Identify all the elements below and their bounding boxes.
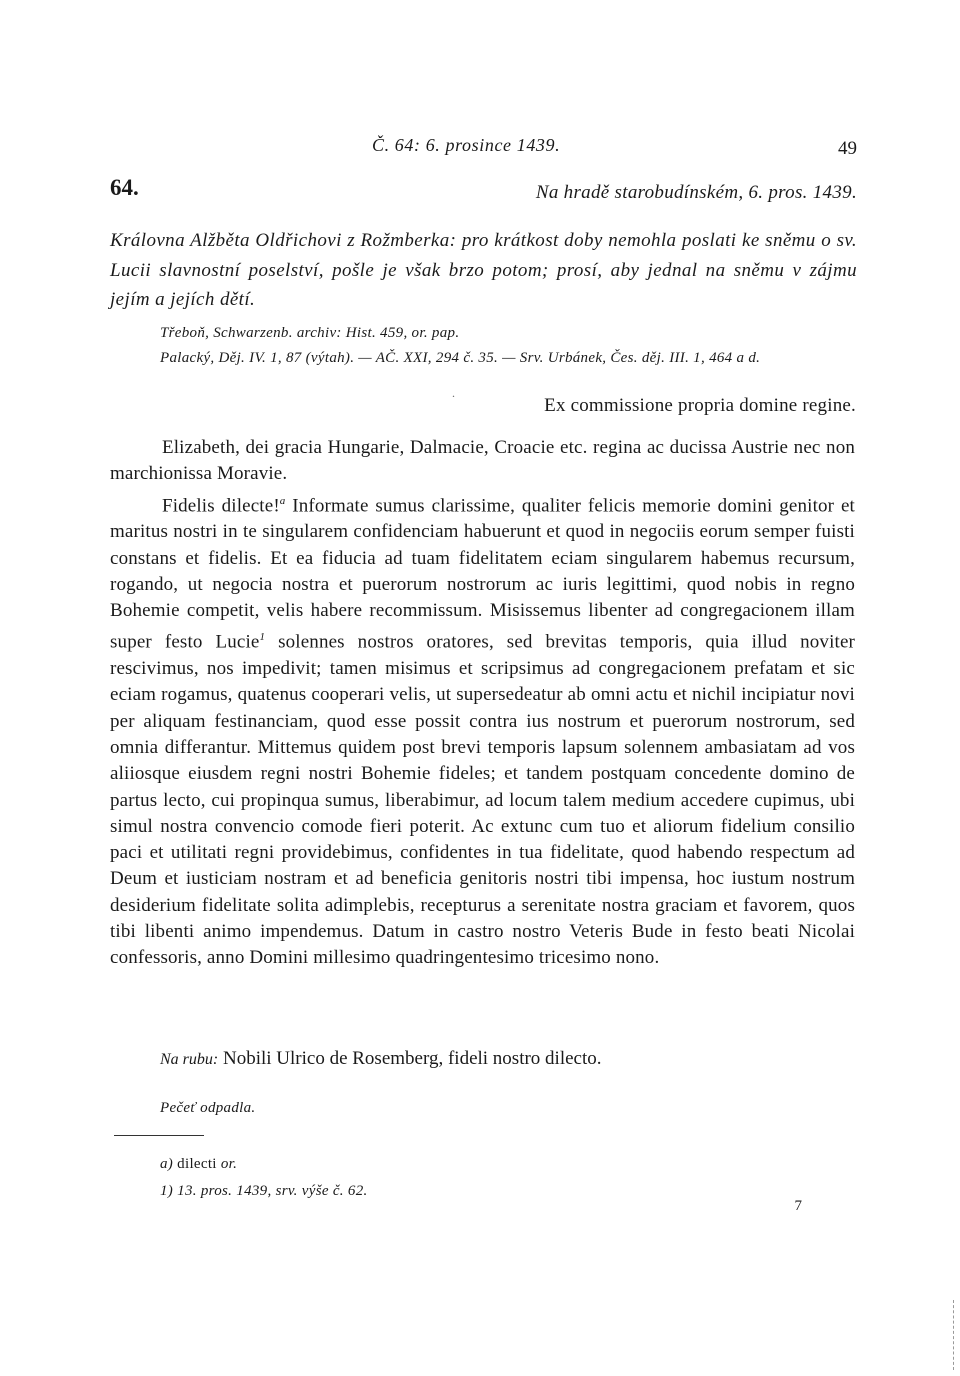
inscription-text: Nobili Ulrico de Rosemberg, fideli nostro dilecto.	[222, 1048, 602, 1069]
letter-body-part-1: Informate sumus clarissime, qualiter felicis memorie domini genitor et maritus nostri in te singularem confidenciam habuerunt et quod in negociis eorum semper fuisti constans et fidelis. Et ea fiducia ad tuam fidelitatem eciam singularem habemus recursum, rogando, ut negocia nostra et puerorum nostrorum ac iuris legittimi, quod nobis in regno Bohemie competit, velis habere recommissum. Misissemus libenter ad congregacionem illam super festo Lucie	[110, 494, 855, 653]
letter-body-part-2: solennes nostros oratores, sed brevitas temporis, quia illud noviter rescivimus, nos impedivit; tamen misimus et scripsimus ad congregacionem prefatam et sic eciam rogamus, quatenus cooperari velis, ut supersedeatur ab omni actu et nichil incipiatur novi per aliquam festinanciam, quod esse possit contra ius nostrum et puerorum nostrorum, sed omnia differantur. Mittemus quidem post brevi temporis lapsum solennem ambasiatam ad vos aliiosque eiusdem regni nostri Bohemie fideles; et tandem postquam concedente domino de partus lecto, cui propinqua sumus, liberabimur, ad locum talem medium accedere cupimus, ubi simul nostra convencio comode fieri poterit. Ac extunc cum tuo et aliorum fidelium consilio paci et utilitati regni providebimus, confidentes in tua fidelitate, quod habendo respectum ad Deum et iusticiam nostram et ad beneficia genitoris nostri tibi impensa, hoc iustum nostrum desiderium fidelitate solita adimplebis, recepturus a serenitate nostra graciam et favorem, quos tibi libenti animo impendemus. Datum in castro nostro Veteris Bude in festo beati Nicolai confessoris, anno Domini millesimo quadringentesimo tricesimo nono.	[110, 631, 855, 969]
footnote-1: 1) 13. pros. 1439, srv. výše č. 62.	[160, 1183, 368, 1199]
footnote-divider	[114, 1135, 204, 1136]
seal-note: Pečeť odpadla.	[160, 1100, 256, 1116]
footnote-ref-1: 1	[259, 631, 266, 644]
footnotes	[160, 1151, 368, 1205]
stray-dot: .	[452, 386, 455, 400]
running-head	[0, 135, 960, 165]
footnote-a-label: a)	[160, 1156, 174, 1172]
scan-edge-marks	[953, 1300, 956, 1370]
document-number: 64.	[110, 175, 139, 200]
source-archive: Třeboň, Schwarzenb. archiv: Hist. 459, or. pap.	[160, 325, 460, 341]
page-number: 49	[838, 138, 857, 159]
running-head-title: Č. 64: 6. prosince 1439.	[372, 135, 561, 155]
intitulatio: Elizabeth, dei gracia Hungarie, Dalmacie, Croacie etc. regina ac ducissa Austrie nec non marchionissa Moravie.	[110, 437, 855, 485]
source-literature: Palacký, Děj. IV. 1, 87 (výtah). — AČ. XXI, 294 č. 35. — Srv. Urbánek, Čes. děj. III. 1, 464 a d.	[160, 350, 761, 366]
letter-text	[110, 435, 855, 972]
dorsal-inscription	[160, 1048, 602, 1070]
salutation: Fidelis dilecte!	[162, 494, 280, 516]
footnote-a-abbr: or.	[220, 1156, 238, 1172]
signature-mark: 7	[794, 1198, 802, 1214]
footnote-a-text: dilecti	[177, 1156, 217, 1172]
footnote-a	[160, 1151, 368, 1178]
regest-summary: Královna Alžběta Oldřichovi z Rožmberka: pro krátkost doby nemohla poslati ke sněmu o sv. Lucii slavnostní poselství, pošle je však brzo potom; prosí, aby jednal na sněmu v zájmu jejím a jejích dětí.	[110, 230, 857, 310]
footnote-ref-a: a	[279, 494, 286, 507]
letter-body	[110, 488, 855, 972]
source-references	[160, 321, 860, 371]
inscription-label: Na rubu:	[160, 1051, 219, 1068]
dateline: Na hradě starobudínském, 6. pros. 1439.	[535, 182, 857, 203]
chancery-note: Ex commissione propria domine regine.	[544, 395, 856, 416]
